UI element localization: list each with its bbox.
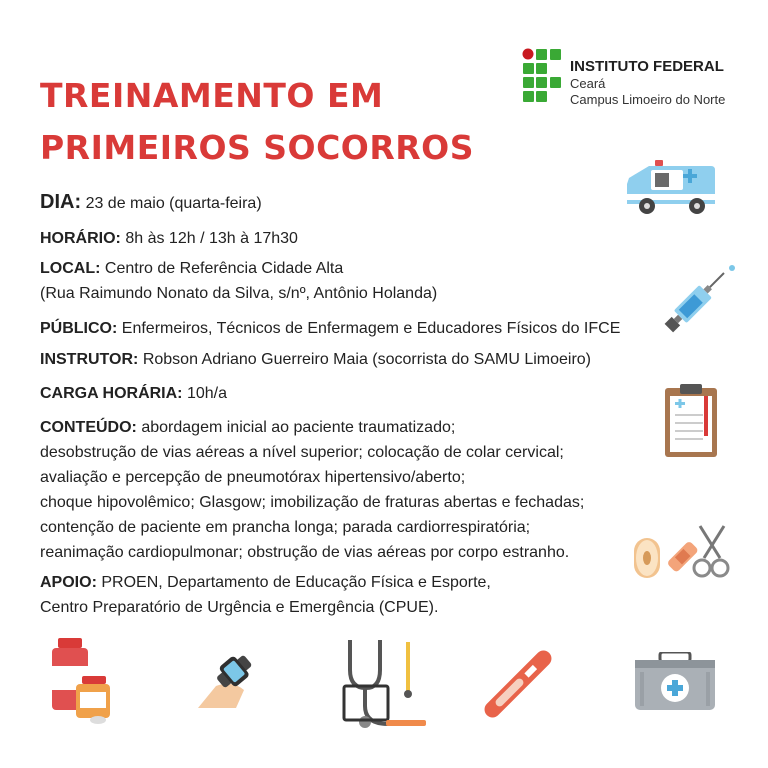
dia-value: 23 de maio (quarta-feira) [85, 195, 262, 212]
horario-label: HORÁRIO: [40, 230, 121, 247]
ambulance-icon [625, 160, 717, 218]
info-horario [40, 226, 298, 251]
apoio-value: PROEN, Departamento de Educação Física e Esporte, [101, 574, 491, 591]
conteudo-line: avaliação e percepção de pneumotórax hipertensivo/aberto; [40, 469, 466, 486]
local-address: (Rua Raimundo Nonato da Silva, s/nº, Antônio Holanda) [40, 285, 438, 302]
dia-label: DIA: [40, 191, 82, 213]
stethoscope-icon [340, 636, 428, 730]
info-conteudo [40, 415, 584, 565]
horario-value: 8h às 12h / 13h à 17h30 [125, 230, 298, 247]
conteudo-label: CONTEÚDO: [40, 419, 137, 436]
carga-label: CARGA HORÁRIA: [40, 385, 183, 402]
title-line-2: PRIMEIROS SOCORROS [40, 128, 474, 167]
institute-logo [522, 48, 752, 108]
publico-label: PÚBLICO: [40, 320, 118, 337]
apoio-label: APOIO: [40, 574, 97, 591]
carga-value: 10h/a [186, 385, 228, 402]
publico-value: Enfermeiros, Técnicos de Enfermagem e Educadores Físicos do IFCE [121, 320, 621, 337]
conteudo-value: abordagem inicial ao paciente traumatizado; [141, 419, 456, 436]
smartwatch-hand-icon [196, 650, 266, 710]
first-aid-kit-icon [634, 652, 716, 712]
syringe-icon [652, 262, 738, 342]
info-publico [40, 316, 620, 341]
conteudo-line: contenção de paciente em prancha longa; parada cardiorrespiratória; [40, 519, 531, 536]
local-label: LOCAL: [40, 260, 101, 277]
info-dia [40, 190, 262, 216]
logo-grid-icon [522, 48, 564, 104]
apoio-line: Centro Preparatório de Urgência e Emergência (CPUE). [40, 599, 439, 616]
info-carga [40, 381, 227, 406]
bandage-scissors-icon [632, 522, 732, 584]
logo-state: Ceará [570, 76, 606, 91]
logo-campus: Campus Limoeiro do Norte [570, 92, 726, 107]
medicine-bottles-icon [48, 636, 114, 726]
clipboard-icon [664, 382, 718, 458]
thermometer-icon [472, 640, 564, 728]
conteudo-line: reanimação cardiopulmonar; obstrução de vias aéreas por corpo estranho. [40, 544, 570, 561]
instrutor-label: INSTRUTOR: [40, 351, 139, 368]
info-apoio [40, 570, 491, 620]
instrutor-value: Robson Adriano Guerreiro Maia (socorrista do SAMU Limoeiro) [142, 351, 592, 368]
conteudo-line: choque hipovolêmico; Glasgow; imobilização de fraturas abertas e fechadas; [40, 494, 585, 511]
info-instrutor [40, 347, 591, 372]
logo-name: INSTITUTO FEDERAL [570, 58, 724, 75]
title-line-1: TREINAMENTO EM [40, 76, 384, 115]
local-value: Centro de Referência Cidade Alta [104, 260, 344, 277]
conteudo-line: desobstrução de vias aéreas a nível superior; colocação de colar cervical; [40, 444, 564, 461]
page-title [40, 70, 474, 174]
info-local [40, 256, 437, 306]
